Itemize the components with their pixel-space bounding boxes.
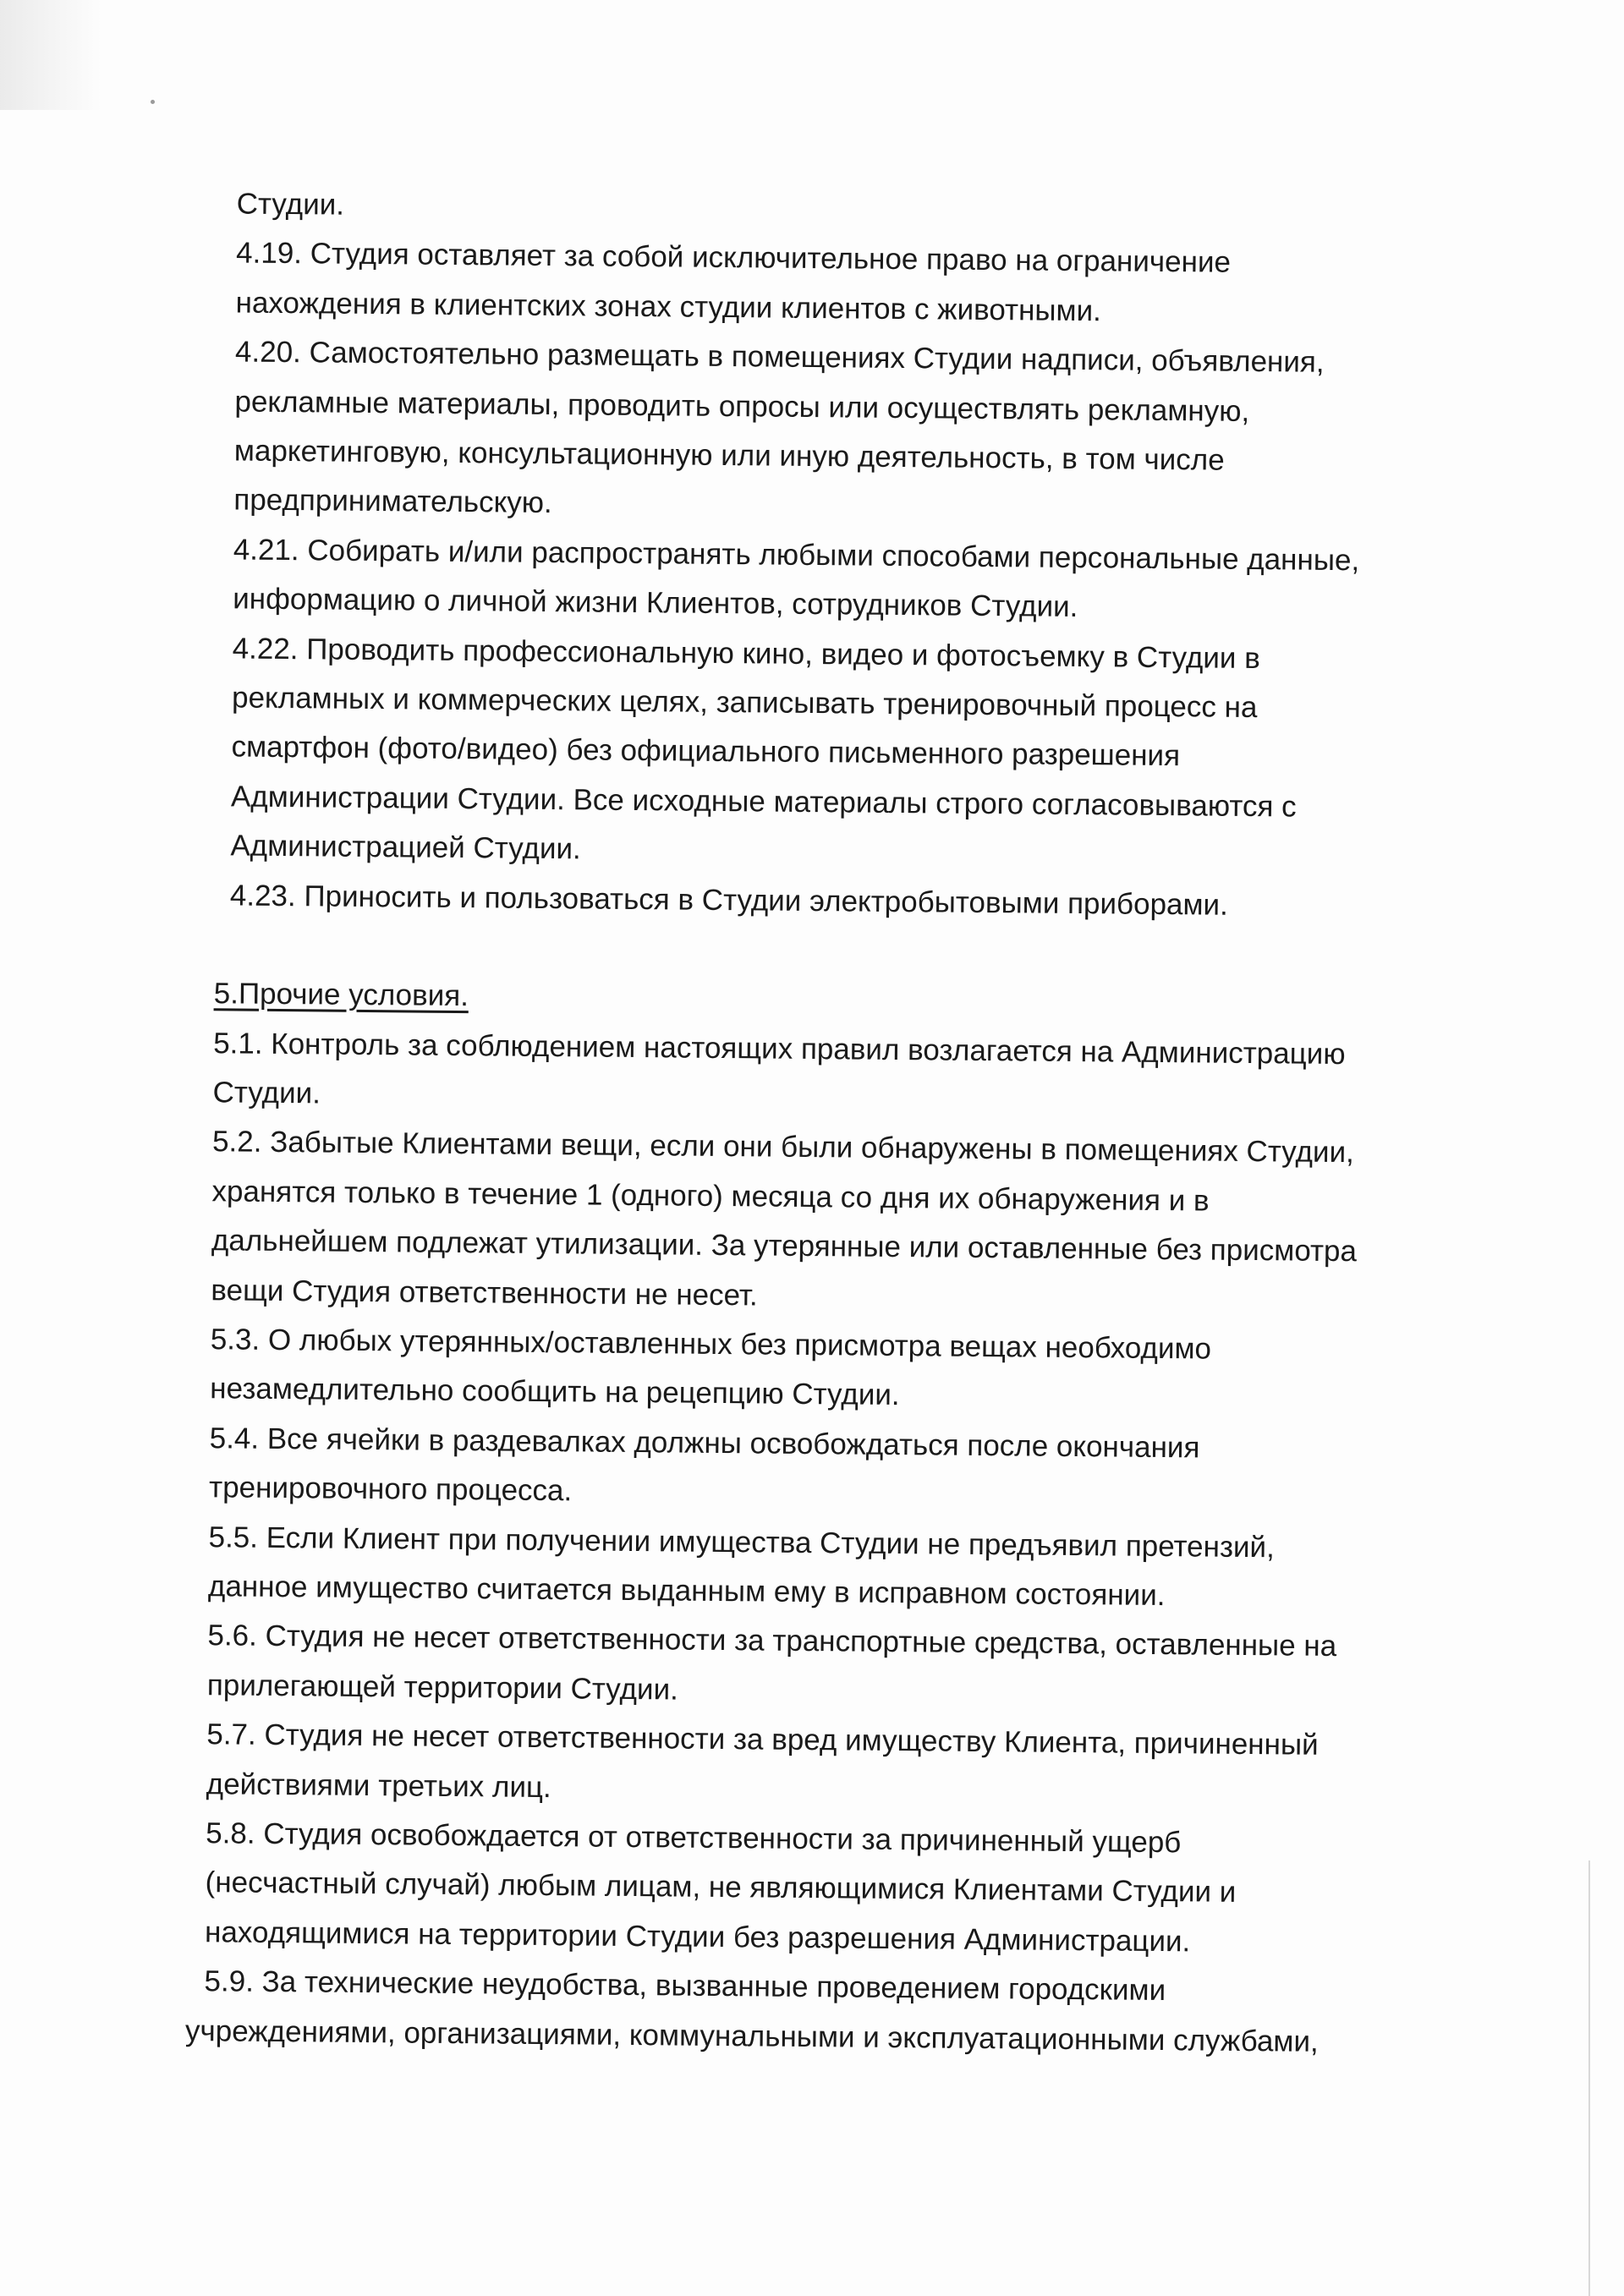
text-line: рекламных и коммерческих целях, записывать тренировочный процесс на (231, 681, 1258, 725)
text-line: 5.6. Студия не несет ответственности за транспортные средства, оставленные на (207, 1619, 1337, 1663)
text-line: 5.3. О любых утерянных/оставленных без присмотра вещах необходимо (210, 1323, 1212, 1366)
text-line: 4.19. Студия оставляет за собой исключительное право на ограничение (235, 236, 1232, 280)
text-line: 5.4. Все ячейки в раздевалках должны освобождаться после окончания (209, 1421, 1200, 1465)
text-line: 4.23. Приносить и пользоваться в Студии электробытовыми приборами. (229, 879, 1229, 922)
section-5-heading: 5.Прочие условия. (213, 977, 469, 1013)
text-line: действиями третьих лиц. (206, 1767, 551, 1804)
text-line: тренировочного процесса. (208, 1471, 573, 1508)
text-line: хранятся только в течение 1 (одного) месяца со дня их обнаружения и в (211, 1174, 1210, 1218)
text-line: 5.7. Студия не несет ответственности за вред имуществу Клиента, причиненный (206, 1718, 1319, 1762)
text-line: рекламные материалы, проводить опросы или осуществлять рекламную, (234, 385, 1250, 428)
text-line: дальнейшем подлежат утилизации. За утерянные или оставленные без присмотра (211, 1224, 1358, 1269)
text-line: учреждениями, организациями, коммунальными и эксплуатационными службами, (184, 2014, 1319, 2058)
text-line: находящимися на территории Студии без разрешения Администрации. (204, 1915, 1191, 1959)
text-line: (несчастный случай) любым лицам, не являющимися Клиентами Студии и (205, 1866, 1237, 1910)
text-line: 4.20. Самостоятельно размещать в помещениях Студии надписи, объявления, (234, 335, 1325, 380)
scan-speck (151, 100, 155, 104)
text-line: данное имущество считается выданным ему в исправном состоянии. (207, 1570, 1166, 1613)
text-line: Администрации Студии. Все исходные материалы строго согласовываются с (230, 780, 1297, 824)
text-line: вещи Студия ответственности не несет. (211, 1273, 758, 1312)
text-line: Администрацией Студии. (230, 829, 581, 866)
document-body (178, 179, 1516, 2069)
text-line: прилегающей территории Студии. (206, 1668, 679, 1707)
text-line: 5.8. Студия освобождается от ответственности за причиненный ущерб (206, 1817, 1182, 1860)
text-line: Студии. (236, 187, 345, 222)
text-line: предпринимательскую. (233, 483, 552, 520)
text-line: 5.9. За технические неудобства, вызванные проведением городскими (204, 1964, 1166, 2008)
text-line: 5.5. Если Клиент при получении имущества Студии не предъявил претензий, (208, 1520, 1276, 1564)
text-line: 5.2. Забытые Клиентами вещи, если они были обнаружены в помещениях Студии, (211, 1125, 1355, 1170)
text-line: 4.22. Проводить профессиональную кино, видео и фотосъемку в Студии в (232, 632, 1260, 675)
scan-edge-line (1588, 1860, 1590, 2296)
text-line: незамедлительно сообщить на рецепцию Студии. (210, 1372, 900, 1412)
text-line: информацию о личной жизни Клиентов, сотрудников Студии. (233, 582, 1078, 624)
text-line: смартфон (фото/видео) без официального письменного разрешения (231, 730, 1181, 773)
text-line: 5.1. Контроль за соблюдением настоящих правил возлагается на Администрацию (213, 1026, 1346, 1071)
text-line: маркетинговую, консультационную или иную деятельность, в том числе (233, 434, 1225, 477)
text-line: 4.21. Собирать и/или распространять любыми способами персональные данные, (233, 533, 1360, 578)
text-line: Студии. (212, 1076, 321, 1110)
text-line: нахождения в клиентских зонах студии клиентов с животными. (235, 286, 1102, 328)
scan-edge-shadow (0, 0, 102, 110)
